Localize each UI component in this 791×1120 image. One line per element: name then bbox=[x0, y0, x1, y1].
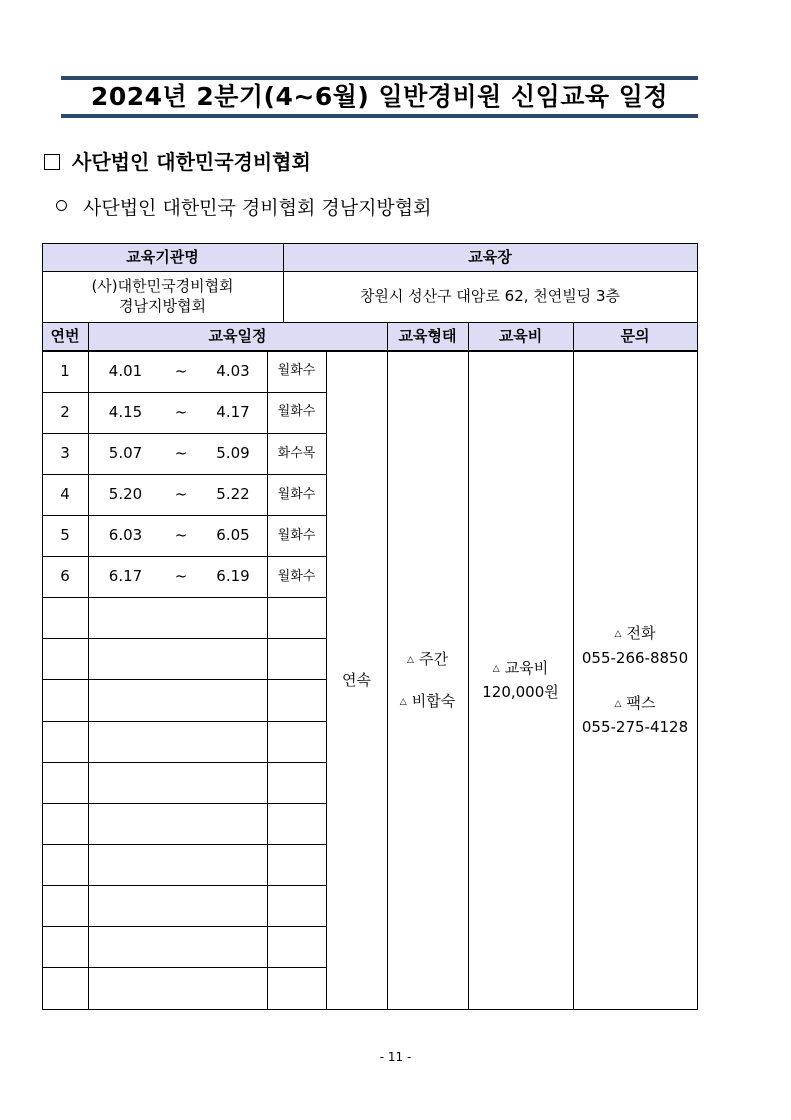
row-sep: ~ bbox=[174, 403, 188, 422]
grid-line bbox=[42, 392, 326, 393]
row-days: 월화수 bbox=[277, 568, 316, 584]
grid-line bbox=[42, 556, 326, 557]
row-end: 5.09 bbox=[216, 444, 250, 463]
grid-line bbox=[42, 844, 326, 845]
row-days: 월화수 bbox=[277, 363, 316, 379]
grid-line bbox=[42, 597, 326, 598]
row-no: 2 bbox=[60, 403, 70, 422]
row-no: 6 bbox=[60, 567, 70, 586]
header-fee: 교육비 bbox=[468, 322, 573, 350]
row-no: 4 bbox=[60, 485, 70, 504]
grid-line bbox=[42, 271, 698, 272]
page-title: 2024년 2분기(4~6월) 일반경비원 신임교육 일정 bbox=[90, 82, 669, 111]
institution-line2: 경남지방협회 bbox=[119, 296, 206, 315]
continuous-cell: 연속 bbox=[342, 671, 371, 689]
triangle-bullet-icon: △ bbox=[614, 698, 622, 709]
row-end: 4.17 bbox=[216, 403, 250, 422]
row-end: 5.22 bbox=[216, 485, 250, 504]
type-line1: 주간 bbox=[418, 650, 448, 668]
row-start: 5.07 bbox=[108, 444, 143, 463]
triangle-bullet-icon: △ bbox=[399, 696, 407, 707]
row-sep: ~ bbox=[174, 526, 188, 545]
grid-line bbox=[42, 721, 326, 722]
grid-line bbox=[42, 322, 698, 323]
row-start: 6.03 bbox=[108, 526, 143, 545]
row-end: 6.05 bbox=[216, 526, 250, 545]
header-schedule: 교육일정 bbox=[88, 322, 387, 350]
triangle-bullet-icon: △ bbox=[614, 629, 622, 639]
grid-line bbox=[42, 926, 326, 927]
type-line2: 비합숙 bbox=[411, 691, 456, 710]
header-contact: 문의 bbox=[573, 322, 697, 350]
subsection-heading-text: 사단법인 대한민국 경비협회 경남지방협회 bbox=[83, 197, 432, 219]
row-start: 6.17 bbox=[108, 567, 143, 586]
grid-line bbox=[42, 474, 326, 475]
contact-cell bbox=[573, 352, 697, 1009]
grid-line bbox=[42, 515, 326, 516]
row-no: 1 bbox=[60, 362, 70, 381]
header-institution: 교육기관명 bbox=[42, 243, 283, 271]
row-sep: ~ bbox=[174, 567, 188, 586]
grid-line bbox=[42, 433, 326, 434]
row-start: 5.20 bbox=[108, 485, 143, 504]
grid-line bbox=[42, 243, 43, 1010]
row-sep: ~ bbox=[174, 362, 188, 381]
row-days: 화수목 bbox=[277, 445, 316, 461]
row-no: 3 bbox=[60, 444, 70, 463]
type-cell bbox=[387, 352, 468, 1009]
grid-line bbox=[42, 679, 326, 680]
fee-cell bbox=[468, 352, 573, 1009]
fax-number: 055-275-4128 bbox=[581, 718, 689, 737]
row-sep: ~ bbox=[174, 485, 188, 504]
grid-line bbox=[326, 352, 327, 1009]
row-start: 4.01 bbox=[108, 362, 143, 381]
institution-name bbox=[42, 271, 283, 322]
grid-line bbox=[468, 322, 469, 1009]
row-days: 월화수 bbox=[277, 486, 316, 502]
grid-line bbox=[387, 322, 388, 1009]
row-end: 4.03 bbox=[216, 362, 250, 381]
section-heading-text: 사단법인 대한민국경비협회 bbox=[72, 150, 311, 174]
phone-label: 전화 bbox=[626, 624, 656, 642]
row-end: 6.19 bbox=[216, 567, 250, 586]
header-type: 교육형태 bbox=[387, 322, 468, 350]
row-no: 5 bbox=[60, 526, 70, 545]
grid-line bbox=[42, 638, 326, 639]
row-days: 월화수 bbox=[277, 527, 316, 543]
triangle-bullet-icon: △ bbox=[407, 655, 414, 665]
row-days: 월화수 bbox=[277, 404, 316, 420]
grid-line bbox=[42, 967, 326, 968]
institution-line1: (사)대한민국경비협회 bbox=[91, 277, 234, 295]
header-venue: 교육장 bbox=[283, 243, 697, 271]
grid-line bbox=[42, 803, 326, 804]
grid-line bbox=[42, 243, 698, 244]
row-start: 4.15 bbox=[108, 403, 143, 422]
page-number: - 11 - bbox=[379, 1050, 412, 1064]
triangle-bullet-icon: △ bbox=[492, 664, 500, 675]
venue-address: 창원시 성산구 대암로 62, 천연빌딩 3층 bbox=[359, 287, 621, 305]
grid-line bbox=[88, 322, 89, 1009]
grid-line bbox=[283, 243, 284, 322]
header-no: 연번 bbox=[42, 322, 88, 350]
phone-number: 055-266-8850 bbox=[581, 648, 689, 667]
grid-line bbox=[573, 322, 574, 1009]
grid-line bbox=[697, 243, 698, 1010]
grid-line bbox=[42, 885, 326, 886]
fee-line2: 120,000원 bbox=[482, 682, 559, 701]
grid-line bbox=[42, 1009, 698, 1010]
fax-label: 팩스 bbox=[626, 693, 656, 712]
row-sep: ~ bbox=[174, 444, 188, 463]
grid-line bbox=[267, 352, 268, 1009]
grid-line bbox=[42, 350, 698, 352]
grid-line bbox=[42, 762, 326, 763]
fee-line1: 교육비 bbox=[504, 659, 549, 678]
